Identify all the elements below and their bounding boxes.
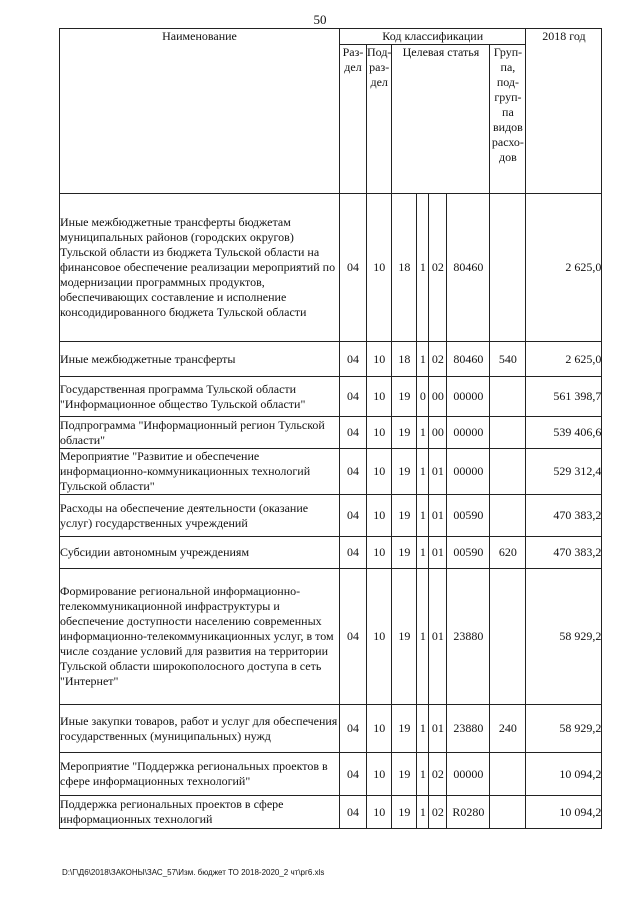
table-cell-expense-type [490, 569, 526, 705]
table-row [60, 796, 602, 829]
table-cell-subsection: 10 [367, 342, 392, 377]
table-cell-subsection: 10 [367, 449, 392, 495]
table-cell-amount: 561 398,7 [526, 377, 602, 417]
table-cell-amount: 10 094,2 [526, 796, 602, 829]
table-cell-name: Мероприятие "Развитие и обеспечение информационно-коммуникационных технологий Тульской области" [60, 449, 340, 495]
table-cell-name: Субсидии автономным учреждениям [60, 537, 340, 569]
table-cell-target-subprogram: 1 [417, 705, 429, 753]
table-cell-target-direction: 00000 [447, 417, 490, 449]
table-cell-target-subprogram: 1 [417, 796, 429, 829]
table-cell-amount: 539 406,6 [526, 417, 602, 449]
table-cell-amount: 470 383,2 [526, 537, 602, 569]
table-cell-section: 04 [340, 753, 367, 796]
table-cell-target-event: 01 [429, 569, 447, 705]
table-cell-section: 04 [340, 537, 367, 569]
table-cell-name: Иные межбюджетные трансферты [60, 342, 340, 377]
table-cell-subsection: 10 [367, 377, 392, 417]
table-cell-target-program: 19 [392, 449, 417, 495]
table-cell-section: 04 [340, 705, 367, 753]
table-cell-section: 04 [340, 342, 367, 377]
table-row [60, 417, 602, 449]
table-cell-section: 04 [340, 495, 367, 537]
table-cell-target-program: 19 [392, 495, 417, 537]
table-cell-target-event: 00 [429, 417, 447, 449]
header-group: Груп- па, под- груп- па видов расхо- дов [490, 45, 526, 194]
header-subsection: Под- раз- дел [367, 45, 392, 194]
table-cell-target-event: 01 [429, 537, 447, 569]
table-cell-target-event: 01 [429, 705, 447, 753]
header-target-article: Целевая статья [392, 45, 490, 194]
table-cell-subsection: 10 [367, 569, 392, 705]
header-section: Раз- дел [340, 45, 367, 194]
header-classification: Код классификации [340, 29, 526, 45]
table-cell-name: Мероприятие "Поддержка региональных проектов в сфере информационных технологий" [60, 753, 340, 796]
table-cell-name: Подпрограмма "Информационный регион Тульской области" [60, 417, 340, 449]
header-name: Наименование [60, 29, 340, 194]
table-cell-target-subprogram: 0 [417, 377, 429, 417]
table-cell-subsection: 10 [367, 194, 392, 342]
table-cell-expense-type [490, 495, 526, 537]
table-cell-expense-type: 620 [490, 537, 526, 569]
table-row [60, 705, 602, 753]
table-cell-subsection: 10 [367, 537, 392, 569]
table-cell-expense-type [490, 449, 526, 495]
page-number: 50 [313, 12, 327, 27]
table-cell-target-program: 19 [392, 796, 417, 829]
table-cell-target-program: 19 [392, 377, 417, 417]
table-cell-section: 04 [340, 569, 367, 705]
table-row [60, 449, 602, 495]
table-cell-target-event: 01 [429, 449, 447, 495]
table-cell-target-subprogram: 1 [417, 753, 429, 796]
table-cell-target-program: 19 [392, 537, 417, 569]
table-row [60, 537, 602, 569]
table-cell-target-subprogram: 1 [417, 537, 429, 569]
table-cell-subsection: 10 [367, 753, 392, 796]
table-cell-expense-type [490, 194, 526, 342]
table-cell-amount: 470 383,2 [526, 495, 602, 537]
table-cell-expense-type [490, 417, 526, 449]
table-cell-name: Поддержка региональных проектов в сфере информационных технологий [60, 796, 340, 829]
table-cell-expense-type: 540 [490, 342, 526, 377]
table-cell-expense-type [490, 796, 526, 829]
table-row [60, 569, 602, 705]
table-cell-section: 04 [340, 796, 367, 829]
table-cell-subsection: 10 [367, 796, 392, 829]
table-row [60, 495, 602, 537]
file-path-footer: D:\Г\Д6\2018\ЗАКОНЫ\ЗАС_57\Изм. бюджет ТО 2018-2020_2 чт\рг6.xls [62, 868, 325, 877]
table-cell-target-program: 19 [392, 753, 417, 796]
table-cell-target-direction: 23880 [447, 705, 490, 753]
table-row [60, 194, 602, 342]
table-cell-target-event: 01 [429, 495, 447, 537]
table-cell-name: Иные закупки товаров, работ и услуг для обеспечения государственных (муниципальных) нужд [60, 705, 340, 753]
table-cell-target-event: 02 [429, 342, 447, 377]
table-cell-target-event: 02 [429, 796, 447, 829]
table-cell-target-subprogram: 1 [417, 417, 429, 449]
table-cell-target-program: 19 [392, 569, 417, 705]
table-cell-amount: 58 929,2 [526, 569, 602, 705]
table-cell-amount: 10 094,2 [526, 753, 602, 796]
table-cell-expense-type [490, 753, 526, 796]
table-cell-expense-type [490, 377, 526, 417]
table-cell-expense-type: 240 [490, 705, 526, 753]
table-cell-subsection: 10 [367, 705, 392, 753]
table-cell-section: 04 [340, 449, 367, 495]
table-cell-target-event: 00 [429, 377, 447, 417]
table-cell-section: 04 [340, 194, 367, 342]
table-cell-target-direction: 00000 [447, 377, 490, 417]
table-cell-target-subprogram: 1 [417, 342, 429, 377]
table-cell-subsection: 10 [367, 495, 392, 537]
table-cell-target-subprogram: 1 [417, 194, 429, 342]
table-cell-target-subprogram: 1 [417, 569, 429, 705]
table-cell-target-program: 19 [392, 417, 417, 449]
table-cell-target-program: 18 [392, 194, 417, 342]
table-cell-target-direction: 80460 [447, 194, 490, 342]
table-cell-target-direction: 23880 [447, 569, 490, 705]
table-cell-amount: 529 312,4 [526, 449, 602, 495]
table-cell-target-event: 02 [429, 753, 447, 796]
table-cell-target-event: 02 [429, 194, 447, 342]
table-cell-target-program: 19 [392, 705, 417, 753]
header-year: 2018 год [526, 29, 602, 194]
table-row [60, 377, 602, 417]
budget-table [59, 28, 602, 829]
table-cell-target-direction: R0280 [447, 796, 490, 829]
table-cell-subsection: 10 [367, 417, 392, 449]
table-cell-target-direction: 00590 [447, 537, 490, 569]
table-cell-section: 04 [340, 377, 367, 417]
table-cell-target-subprogram: 1 [417, 495, 429, 537]
table-row [60, 342, 602, 377]
table-cell-section: 04 [340, 417, 367, 449]
table-cell-amount: 2 625,0 [526, 194, 602, 342]
table-cell-target-direction: 00000 [447, 753, 490, 796]
table-cell-amount: 2 625,0 [526, 342, 602, 377]
table-cell-target-direction: 00590 [447, 495, 490, 537]
table-row [60, 753, 602, 796]
table-cell-target-direction: 80460 [447, 342, 490, 377]
table-cell-target-direction: 00000 [447, 449, 490, 495]
table-body [60, 194, 602, 829]
table-cell-target-program: 18 [392, 342, 417, 377]
table-cell-amount: 58 929,2 [526, 705, 602, 753]
table-cell-name: Формирование региональной информационно-телекоммуникационной инфраструктуры и обеспечение доступности населению современных информационно-телекоммуникационных услуг, в том числе создание условий для развития на территории Тульской области широкополосного доступа в сеть "Интернет" [60, 569, 340, 705]
table-cell-target-subprogram: 1 [417, 449, 429, 495]
table-cell-name: Государственная программа Тульской области "Информационное общество Тульской области" [60, 377, 340, 417]
table-cell-name: Расходы на обеспечение деятельности (оказание услуг) государственных учреждений [60, 495, 340, 537]
table-cell-name: Иные межбюджетные трансферты бюджетам муниципальных районов (городских округов) Тульской области из бюджета Тульской области на финансовое обеспечение реализации мероприятий по модернизации программных продуктов, обеспечивающих составление и исполнение консодидированного бюджета Тульской области [60, 194, 340, 342]
